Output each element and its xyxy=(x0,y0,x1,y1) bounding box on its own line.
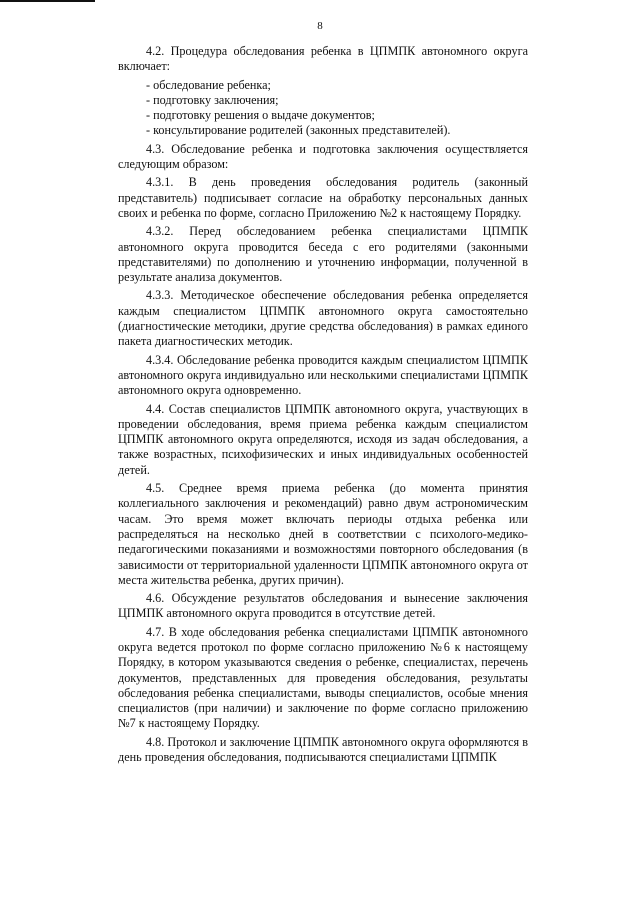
procedure-list xyxy=(118,78,528,139)
paragraph-4-3-2: 4.3.2. Перед обследованием ребенка специалистами ЦПМПК автономного округа проводится беседа с его родителями (законными представителями) по дополнению и уточнению информации, полученной в результате анализа документов. xyxy=(118,224,528,285)
paragraph-4-3-1: 4.3.1. В день проведения обследования родитель (законный представитель) подписывает согласие на обработку персональных данных своих и ребенка по форме, согласно Приложению №2 к настоящему Порядку. xyxy=(118,175,528,220)
paragraph-4-7: 4.7. В ходе обследования ребенка специалистами ЦПМПК автономного округа ведется протокол по форме согласно приложению №6 к настоящему Порядку, в котором указываются сведения о ребенке, специалистах, перечень документов, представленных для проведения обследования, результаты обследования ребенка специалистами, выводы специалистов, особые мнения специалистов (при наличии) и заключение по форме согласно приложению №7 к настоящему Порядку. xyxy=(118,624,528,731)
paragraph-4-3: 4.3. Обследование ребенка и подготовка заключения осуществляется следующим образом: xyxy=(118,141,528,172)
paragraph-4-3-3: 4.3.3. Методическое обеспечение обследования ребенка определяется каждым специалистом ЦПМПК автономного округа самостоятельно (диагностические методики, другие средства обследования) в рамках единого пакета диагностических методик. xyxy=(118,288,528,349)
paragraph-4-2: 4.2. Процедура обследования ребенка в ЦПМПК автономного округа включает: xyxy=(118,44,528,74)
paragraph-4-3-4: 4.3.4. Обследование ребенка проводится каждым специалистом ЦПМПК автономного округа индивидуально или несколькими специалистами ЦПМПК автономного округа одновременно. xyxy=(118,352,528,398)
list-item: - обследование ребенка; xyxy=(146,77,271,92)
paragraph-4-6: 4.6. Обсуждение результатов обследования и вынесение заключения ЦПМПК автономного округа проводится в отсутствие детей. xyxy=(118,591,528,621)
top-rule xyxy=(0,0,95,2)
paragraph-4-8: 4.8. Протокол и заключение ЦПМПК автономного округа оформляются в день проведения обследования, подписываются специалистами ЦПМПК xyxy=(118,734,528,765)
list-item: - консультирование родителей (законных представителей). xyxy=(146,123,451,138)
list-item: - подготовку заключения; xyxy=(146,92,279,107)
page-number: 8 xyxy=(317,20,323,32)
paragraph-4-5: 4.5. Среднее время приема ребенка (до момента принятия коллегиального заключения и рекомендаций) равно двум астрономическим часам. Это время может включать периоды отдыха ребенка или распределяться на несколько дней в соответствии с психолого-медико-педагогическими показаниями и возможностями повторного обследования (в зависимости от территориальной удаленности ЦПМПК автономного округа от места жительства ребенка, других причин). xyxy=(118,481,528,587)
list-item: - подготовку решения о выдаче документов; xyxy=(146,108,375,123)
paragraph-4-4: 4.4. Состав специалистов ЦПМПК автономного округа, участвующих в проведении обследования, время приема ребенка каждым специалистом ЦПМПК автономного округа определяются, исходя из задач обследования, а также возрастных, психофизических и иных индивидуальных особенностей детей. xyxy=(118,401,528,477)
document-body xyxy=(118,44,528,768)
